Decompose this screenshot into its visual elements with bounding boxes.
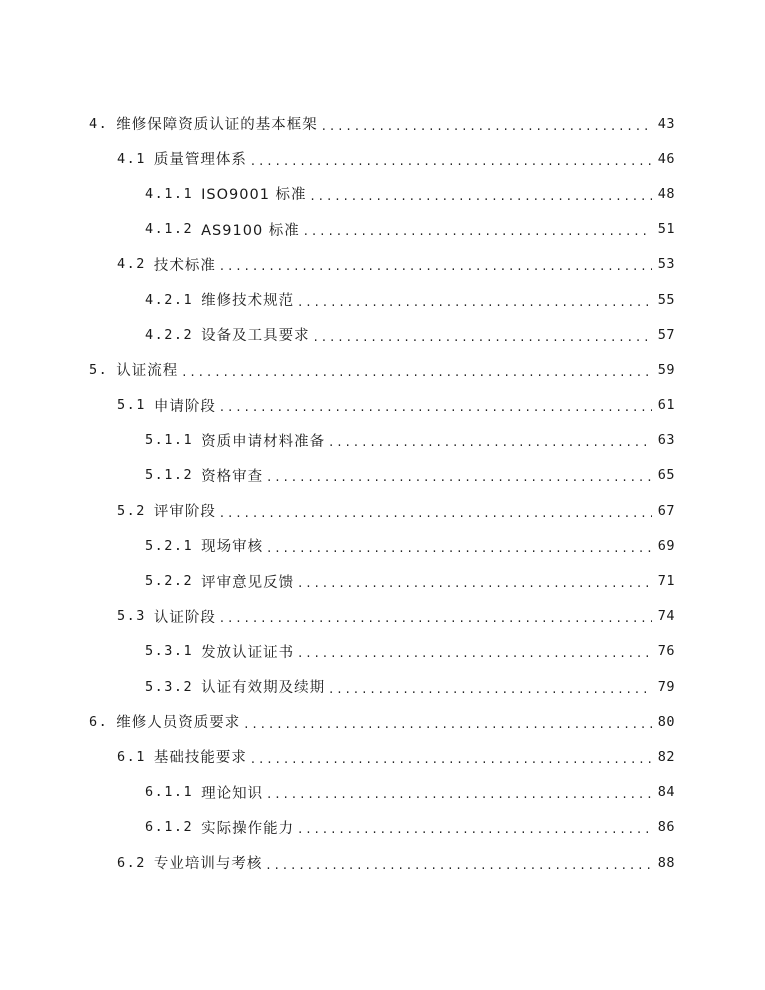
toc-entry-number: 6.2	[117, 854, 146, 871]
toc-entry[interactable]	[0, 388, 765, 423]
toc-dot-leader	[298, 295, 652, 309]
toc-entry-title: 评审阶段	[153, 504, 216, 521]
toc-entry-number: 5.2.2	[145, 573, 194, 590]
toc-dot-leader	[329, 682, 652, 696]
toc-entry-page: 53	[657, 256, 675, 273]
toc-entry-title: 实际操作能力	[201, 820, 295, 837]
toc-entry[interactable]	[0, 493, 765, 528]
toc-dot-leader	[244, 717, 651, 731]
toc-entry[interactable]	[0, 599, 765, 634]
toc-entry-number: 6.1.2	[145, 819, 194, 836]
toc-entry-title: 评审意见反馈	[201, 574, 295, 591]
toc-entry-page: 82	[657, 748, 675, 765]
toc-entry-page: 86	[657, 819, 675, 836]
toc-entry-page: 48	[657, 185, 675, 202]
toc-entry-title: 专业培训与考核	[153, 856, 263, 873]
toc-entry-page: 51	[657, 221, 675, 238]
toc-dot-leader	[220, 506, 652, 520]
toc-entry-number: 5.2	[117, 502, 146, 519]
toc-entry[interactable]	[0, 458, 765, 493]
toc-entry[interactable]	[0, 669, 765, 704]
toc-dot-leader	[266, 858, 651, 872]
toc-entry[interactable]	[0, 810, 765, 845]
toc-entry-title: 资质申请材料准备	[201, 433, 326, 450]
toc-dot-leader	[267, 541, 652, 555]
toc-entry-title: AS9100 标准	[201, 222, 300, 239]
toc-entry-number: 4.1	[117, 150, 146, 167]
toc-entry-number: 5.1	[117, 397, 146, 414]
toc-entry-number: 5.3	[117, 608, 146, 625]
toc-dot-leader	[251, 752, 652, 766]
toc-entry-number: 5.	[89, 361, 109, 378]
toc-entry-page: 71	[657, 573, 675, 590]
toc-entry-page: 76	[657, 643, 675, 660]
toc-entry[interactable]	[0, 106, 765, 141]
toc-entry-number: 6.1.1	[145, 784, 194, 801]
toc-entry[interactable]	[0, 176, 765, 211]
toc-entry-title: 认证有效期及续期	[201, 680, 326, 697]
toc-entry-page: 67	[657, 502, 675, 519]
toc-entry-title: 维修人员资质要求	[116, 715, 241, 732]
toc-dot-leader	[298, 822, 652, 836]
toc-entry-title: 维修保障资质认证的基本框架	[116, 117, 318, 134]
toc-dot-leader	[329, 435, 652, 449]
toc-dot-leader	[298, 576, 652, 590]
toc-entry-number: 4.2	[117, 256, 146, 273]
toc-entry-number: 4.1.2	[145, 221, 194, 238]
toc-dot-leader	[298, 646, 652, 660]
toc-dot-leader	[220, 611, 652, 625]
toc-entry-page: 61	[657, 397, 675, 414]
toc-entry-number: 4.2.2	[145, 326, 194, 343]
toc-entry-number: 4.1.1	[145, 185, 194, 202]
toc-dot-leader	[220, 259, 652, 273]
toc-entry-page: 79	[657, 678, 675, 695]
toc-entry-title: 资格审查	[201, 468, 264, 485]
toc-entry[interactable]	[0, 317, 765, 352]
toc-entry-page: 74	[657, 608, 675, 625]
toc-entry-number: 4.2.1	[145, 291, 194, 308]
toc-entry-title: ISO9001 标准	[201, 187, 307, 204]
toc-entry-page: 59	[657, 361, 675, 378]
toc-dot-leader	[322, 119, 652, 133]
toc-entry-number: 5.3.1	[145, 643, 194, 660]
toc-entry-number: 5.1.2	[145, 467, 194, 484]
toc-entry-page: 57	[657, 326, 675, 343]
toc-entry[interactable]	[0, 845, 765, 880]
toc-entry[interactable]	[0, 775, 765, 810]
toc-dot-leader	[182, 365, 651, 379]
toc-entry-number: 4.	[89, 115, 109, 132]
toc-dot-leader	[251, 154, 652, 168]
toc-entry-title: 理论知识	[201, 785, 264, 802]
toc-entry-title: 设备及工具要求	[201, 328, 310, 345]
toc-entry-title: 认证流程	[116, 363, 179, 380]
toc-entry-number: 5.3.2	[145, 678, 194, 695]
toc-entry-title: 申请阶段	[153, 398, 216, 415]
toc-dot-leader	[267, 787, 652, 801]
toc-entry-number: 6.	[89, 713, 109, 730]
toc-entry[interactable]	[0, 704, 765, 739]
toc-entry-title: 基础技能要求	[153, 750, 247, 767]
toc-entry[interactable]	[0, 634, 765, 669]
toc-dot-leader	[314, 330, 652, 344]
toc-entry-page: 88	[657, 854, 675, 871]
toc-entry[interactable]	[0, 352, 765, 387]
toc-entry-page: 69	[657, 537, 675, 554]
toc-entry-title: 现场审核	[201, 539, 264, 556]
toc-entry[interactable]	[0, 528, 765, 563]
toc-entry[interactable]	[0, 423, 765, 458]
toc-entry-title: 技术标准	[153, 257, 216, 274]
toc-entry-title: 认证阶段	[153, 609, 216, 626]
toc-entry-page: 46	[657, 150, 675, 167]
toc-entry-page: 65	[657, 467, 675, 484]
table-of-contents	[0, 106, 765, 880]
toc-entry-page: 43	[657, 115, 675, 132]
toc-entry[interactable]	[0, 282, 765, 317]
toc-entry-title: 维修技术规范	[201, 293, 295, 310]
toc-entry[interactable]	[0, 247, 765, 282]
toc-entry[interactable]	[0, 739, 765, 774]
toc-entry-title: 质量管理体系	[153, 152, 247, 169]
toc-entry-number: 5.2.1	[145, 537, 194, 554]
toc-entry[interactable]	[0, 141, 765, 176]
toc-entry[interactable]	[0, 212, 765, 247]
toc-dot-leader	[304, 224, 652, 238]
toc-entry-number: 6.1	[117, 748, 146, 765]
toc-dot-leader	[311, 189, 652, 203]
toc-dot-leader	[267, 470, 652, 484]
toc-entry-page: 80	[657, 713, 675, 730]
toc-entry-page: 84	[657, 784, 675, 801]
toc-dot-leader	[220, 400, 652, 414]
toc-entry-page: 63	[657, 432, 675, 449]
toc-entry-title: 发放认证证书	[201, 644, 295, 661]
toc-entry-page: 55	[657, 291, 675, 308]
toc-entry[interactable]	[0, 563, 765, 598]
toc-entry-number: 5.1.1	[145, 432, 194, 449]
